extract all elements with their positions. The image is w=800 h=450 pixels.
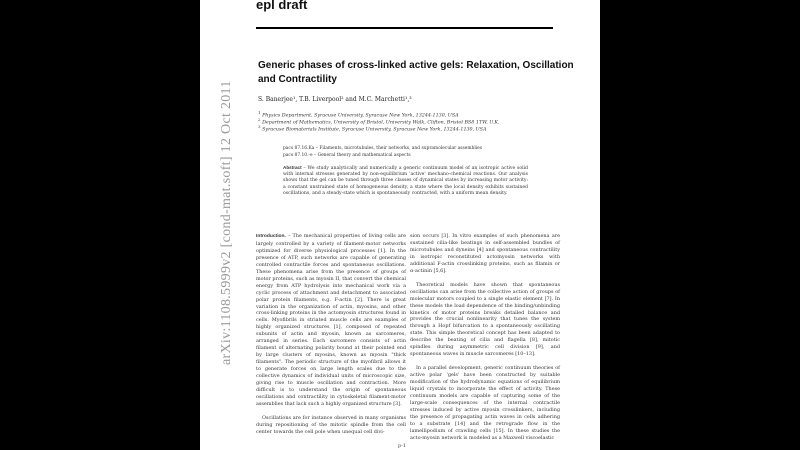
authors: S. Banerjee¹, T.B. Liverpool² and M.C. Marchetti¹,³ (258, 96, 412, 103)
abstract (283, 165, 528, 197)
left-column (256, 233, 406, 443)
affiliation-text: Physics Department, Syracuse University, Syracuse New York, 13244-1130, USA (262, 113, 459, 119)
affiliation-text: Department of Mathematics, University of Bristol, University Walk, Clifton, Bristol BS8 1TW, U.K. (262, 120, 500, 126)
body-paragraph: Oscillations are for instance observed in many organisms during repositioning of the mitotic spindle from the cell center towards the cell pole when unequal cell divi- (256, 414, 406, 435)
header-rule (256, 27, 553, 29)
affiliation-number: 2 (258, 117, 261, 122)
pacs-line-2: pacs 87.10.-e – General theory and mathematical aspects (283, 153, 411, 158)
body-paragraph: In a parallel development, generic continuum theories of active polar 'gels' have been constructed by suitable modification of the hydrodynamic equations of equilibrium liquid crystals to incorporate the effect of activity. These continuum models are capable of capturing some of the large-scale consequences of the internal contractile stresses induced by active myosin crosslinkers, including the presence of propagating actin waves in cells adhering to a substrate [14] and the retrograde flow in the lamellipodium of crawling cells [15]. In these studies the acto-myosin network is modeled as a Maxwell viscoelastic (410, 365, 560, 441)
journal-header: epl draft (256, 0, 308, 12)
pacs-line-1: pacs 87.16.Ka – Filaments, microtubules, their networks, and supramolecular assemblies (283, 146, 483, 151)
affiliation-3 (258, 124, 486, 133)
intro-paragraph (256, 233, 406, 408)
body-paragraph: sion occurs [3]. In vitro examples of such phenomena are sustained cilia-like beatings in self-assembled bundles of microtubules and dyneins [4] and spontaneous contractility in isotropic reconstituted actomyosin networks with additional F-actin crosslinking proteins, such as filamin or α-actinin [5,6]. (410, 233, 560, 274)
abstract-text: – We study analytically and numerically a generic continuum model of an isotropic active solid with internal stresses generated by non-equilibrium 'active' mechano-chemical reactions. Our analysis shows that the gel can be tuned through three classes of dynamical states by increasing motor activity: a constant unstrained state of homogeneous density, a state where the local density exhibits sustained oscillations, and a steady-state which is spontaneously contracted, with a uniform mean density. (283, 166, 528, 196)
affiliation-number: 1 (258, 110, 261, 115)
right-column (410, 233, 560, 449)
body-paragraph: Theoretical models have shown that spontaneous oscillations can arise from the collective action of groups of molecular motors coupled to a single elastic element [7]. In these models the load dependence of the binding/unbinding kinetics of motor proteins breaks detailed balance and provides the crucial nonlinearity that tunes the system through a Hopf bifurcation to a spontaneously oscillating state. This simple theoretical concept has been adapted to describe the beating of cilia and flagella [8], mitotic spindles during asymmetric cell division [9], and spontaneous waves in muscle sarcomeres [10–13]. (410, 281, 560, 358)
affiliation-text: Syracuse Biomaterials Institute, Syracuse University, Syracuse New York, 13244-1130, USA (262, 127, 487, 133)
intro-label: Introduction. (256, 234, 286, 239)
abstract-label: Abstract (283, 165, 302, 170)
arxiv-stamp: arXiv:1108.5999v2 [cond-mat.soft] 12 Oct 2011 (219, 80, 234, 365)
intro-text: – The mechanical properties of living cells are largely controlled by a variety of filament-motor networks optimized for diverse physiological processes [1]. In the presence of ATP, such networks are capable of generating controlled contractile forces and spontaneous oscillations. These phenomena arise from the presence of groups of motor proteins, such as myosin II, that convert the chemical energy from ATP hydrolysis into mechanical work via a cyclic process of attachment and detachment to associated polar protein filaments, e.g. F-actin [2]. There is great variation in the organization of actin, myosins, and other cross-linking proteins in the actomyosin structures found in cells. Myofibrils in striated muscle cells are examples of highly organized structures [1], composed of repeated subunits of actin and myosin, known as sarcomeres, arranged in series. Each sarcomere consists of actin filament of alternating polarity bound at their pointed end by large clusters of myosins, known as myosin "thick filaments". The periodic structure of the myofibril allows it to generate forces on large length scales due to the collective dynamics of individual units of microscopic size, giving rise to muscle oscillation and contraction. More difficult is to understand the origin of spontaneous oscillations and contractility in cytoskeletal filament-motor assemblies that lack such a highly organized structure [3]. (256, 233, 406, 407)
paper-title (258, 59, 574, 87)
page-number: p-1 (398, 443, 407, 449)
affiliation-number: 3 (258, 124, 261, 129)
title-line-2: and Contractility (258, 74, 337, 85)
title-line-1: Generic phases of cross-linked active gels: Relaxation, Oscillation (258, 60, 574, 71)
